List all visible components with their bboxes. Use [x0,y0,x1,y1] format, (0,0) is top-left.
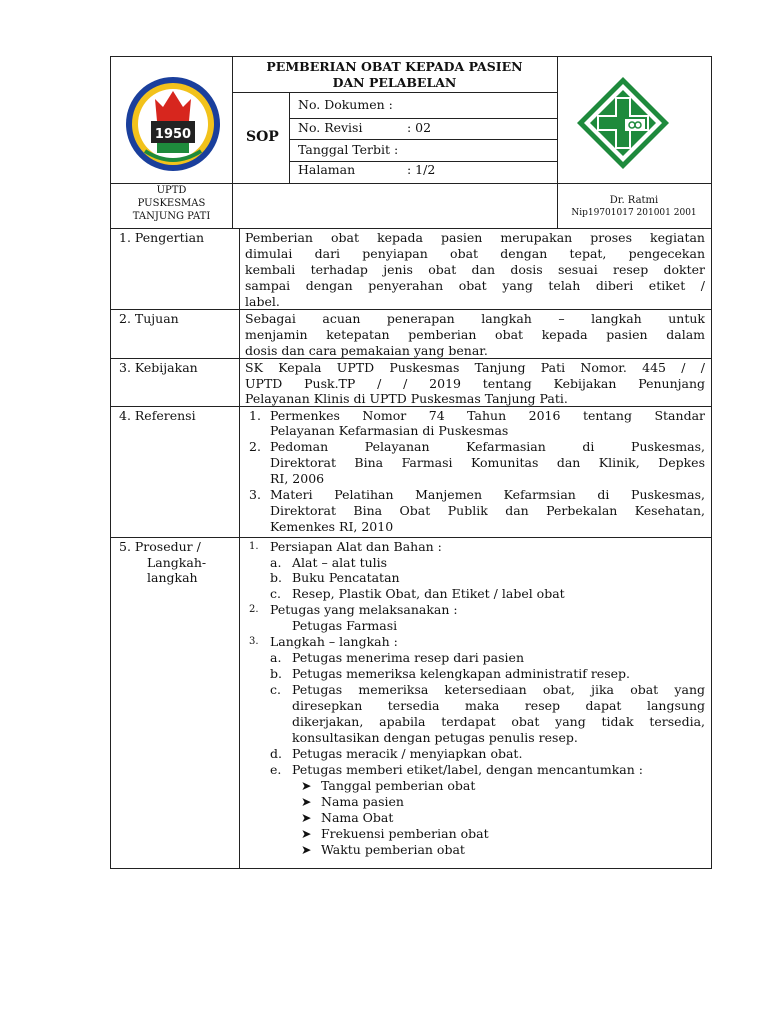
referensi-line: RI, 2006 [270,471,325,486]
revision-value: : 02 [407,120,432,135]
signer-nip: Nip19701017 201001 2001 [571,208,697,218]
list-letter: c. [270,682,281,697]
label-item: Tanggal pemberian obat [321,778,476,793]
step-number: 1. [249,541,259,552]
step-title: Persiapan Alat dan Bahan : [270,539,442,554]
title-bottom-line [232,92,557,93]
puskesmas-logo [573,73,673,173]
list-item: dikerjakan, apabila terdapat obat yang tidak tersedia, [292,714,705,729]
step-title: Langkah – langkah : [270,634,398,649]
tujuan-line: Sebagai acuan penerapan langkah – langkah untuk [245,311,705,326]
referensi-number: 1. [249,408,261,423]
pengertian-line: sampai dengan penyerahan obat yang telah diberi etiket / [245,278,705,293]
referensi-line: Permenkes Nomor 74 Tahun 2016 tentang Standar [270,408,705,423]
doc-number-field: No. Dokumen : [298,97,393,112]
pengertian-line: kembali terhadap jenis obat dan dosis sesuai resep dokter [245,262,705,277]
list-letter: d. [270,746,282,761]
list-letter: a. [270,555,282,570]
list-letter: b. [270,666,282,681]
list-letter: e. [270,762,282,777]
referensi-line: Pelayanan Kefarmasian di Puskesmas [270,423,509,438]
pengertian-line: dimulai dari penyiapan obat dengan tepat, pengecekan [245,246,705,261]
list-item: konsultasikan dengan petugas penulis resep. [292,730,578,745]
label-column-line [239,228,240,869]
referensi-number: 3. [249,487,261,502]
arrow-bullet-icon: ➤ [301,842,312,857]
section-label-prosedur-3: langkah [147,570,198,585]
row-line-prosedur [111,537,711,538]
referensi-line: Direktorat Bina Farmasi Komunitas dan Klinik, Depkes [270,455,705,470]
kebijakan-line: Pelayanan Klinis di UPTD Puskesmas Tanjung Pati. [245,391,568,406]
page-label: Halaman [298,162,356,177]
list-item: Petugas memeriksa kelengkapan administratif resep. [292,666,630,681]
arrow-bullet-icon: ➤ [301,794,312,809]
org-row-bottom-line [111,228,711,229]
sop-title-line-2: DAN PELABELAN [332,75,457,90]
list-item: Petugas menerima resep dari pasien [292,650,524,665]
label-item: Waktu pemberian obat [321,842,465,857]
regency-logo [123,73,223,175]
list-letter: b. [270,570,282,585]
label-item: Nama Obat [321,810,394,825]
pengertian-line: Pemberian obat kepada pasien merupakan proses kegiatan [245,230,705,245]
org-name-line-1: UPTD [156,185,187,196]
section-label-pengertian: 1. Pengertian [119,230,205,245]
signer-name: Dr. Ratmi [609,195,659,206]
section-label-referensi: 4. Referensi [119,408,196,423]
list-item: Petugas memeriksa ketersediaan obat, jika obat yang [292,682,705,697]
kebijakan-line: UPTD Pusk.TP / / 2019 tentang Kebijakan Penunjang [245,376,705,391]
publish-date-field: Tanggal Terbit : [298,142,399,157]
referensi-number: 2. [249,439,261,454]
step-number: 2. [249,604,259,615]
section-label-prosedur: 5. Prosedur / [119,539,201,554]
label-item: Nama pasien [321,794,404,809]
doc-row-line-2 [289,139,557,140]
header-bottom-line [111,183,711,184]
sop-title-line-1: PEMBERIAN OBAT KEPADA PASIEN [266,59,523,74]
list-item: Petugas meracik / menyiapkan obat. [292,746,523,761]
regency-logo-text: 1950 [154,127,192,142]
revision-label: No. Revisi [298,120,363,135]
pengertian-line: label. [245,294,280,309]
list-item: Resep, Plastik Obat, dan Etiket / label obat [292,586,565,601]
section-label-tujuan: 2. Tujuan [119,311,179,326]
tujuan-line: menjamin ketepatan pemberian obat kepada pasien dalam [245,327,705,342]
list-letter: c. [270,586,281,601]
row-line-tujuan [111,309,711,310]
sop-column-line [289,92,290,183]
org-name-line-2: PUSKESMAS [137,198,206,209]
step-title: Petugas yang melaksanakan : [270,602,458,617]
section-label-prosedur-2: Langkah- [147,555,207,570]
page-value: : 1/2 [407,162,436,177]
arrow-bullet-icon: ➤ [301,778,312,793]
list-item: Petugas memberi etiket/label, dengan mencantumkan : [292,762,643,777]
arrow-bullet-icon: ➤ [301,810,312,825]
kebijakan-line: SK Kepala UPTD Puskesmas Tanjung Pati Nomor. 445 / / [245,360,705,375]
sop-label: SOP [246,129,279,145]
step-number: 3. [249,636,259,647]
sop-document-table [110,56,712,869]
tujuan-line: dosis dan cara pemakaian yang benar. [245,343,488,358]
referensi-line: Direktorat Bina Obat Publik dan Perbekalan Kesehatan, [270,503,705,518]
arrow-bullet-icon: ➤ [301,826,312,841]
list-item: Buku Pencatatan [292,570,400,585]
list-letter: a. [270,650,282,665]
referensi-line: Materi Pelatihan Manjemen Kefarmsian di Puskesmas, [270,487,705,502]
section-label-kebijakan: 3. Kebijakan [119,360,198,375]
step-detail: Petugas Farmasi [292,618,398,633]
referensi-line: Pedoman Pelayanan Kefarmasian di Puskesmas, [270,439,705,454]
label-item: Frekuensi pemberian obat [321,826,489,841]
referensi-line: Kemenkes RI, 2010 [270,519,394,534]
doc-row-line-1 [289,118,557,119]
list-item: Alat – alat tulis [292,555,388,570]
list-item: diresepkan tersedia maka resep dapat langsung [292,698,705,713]
org-name-line-3: TANJUNG PATI [132,211,211,222]
